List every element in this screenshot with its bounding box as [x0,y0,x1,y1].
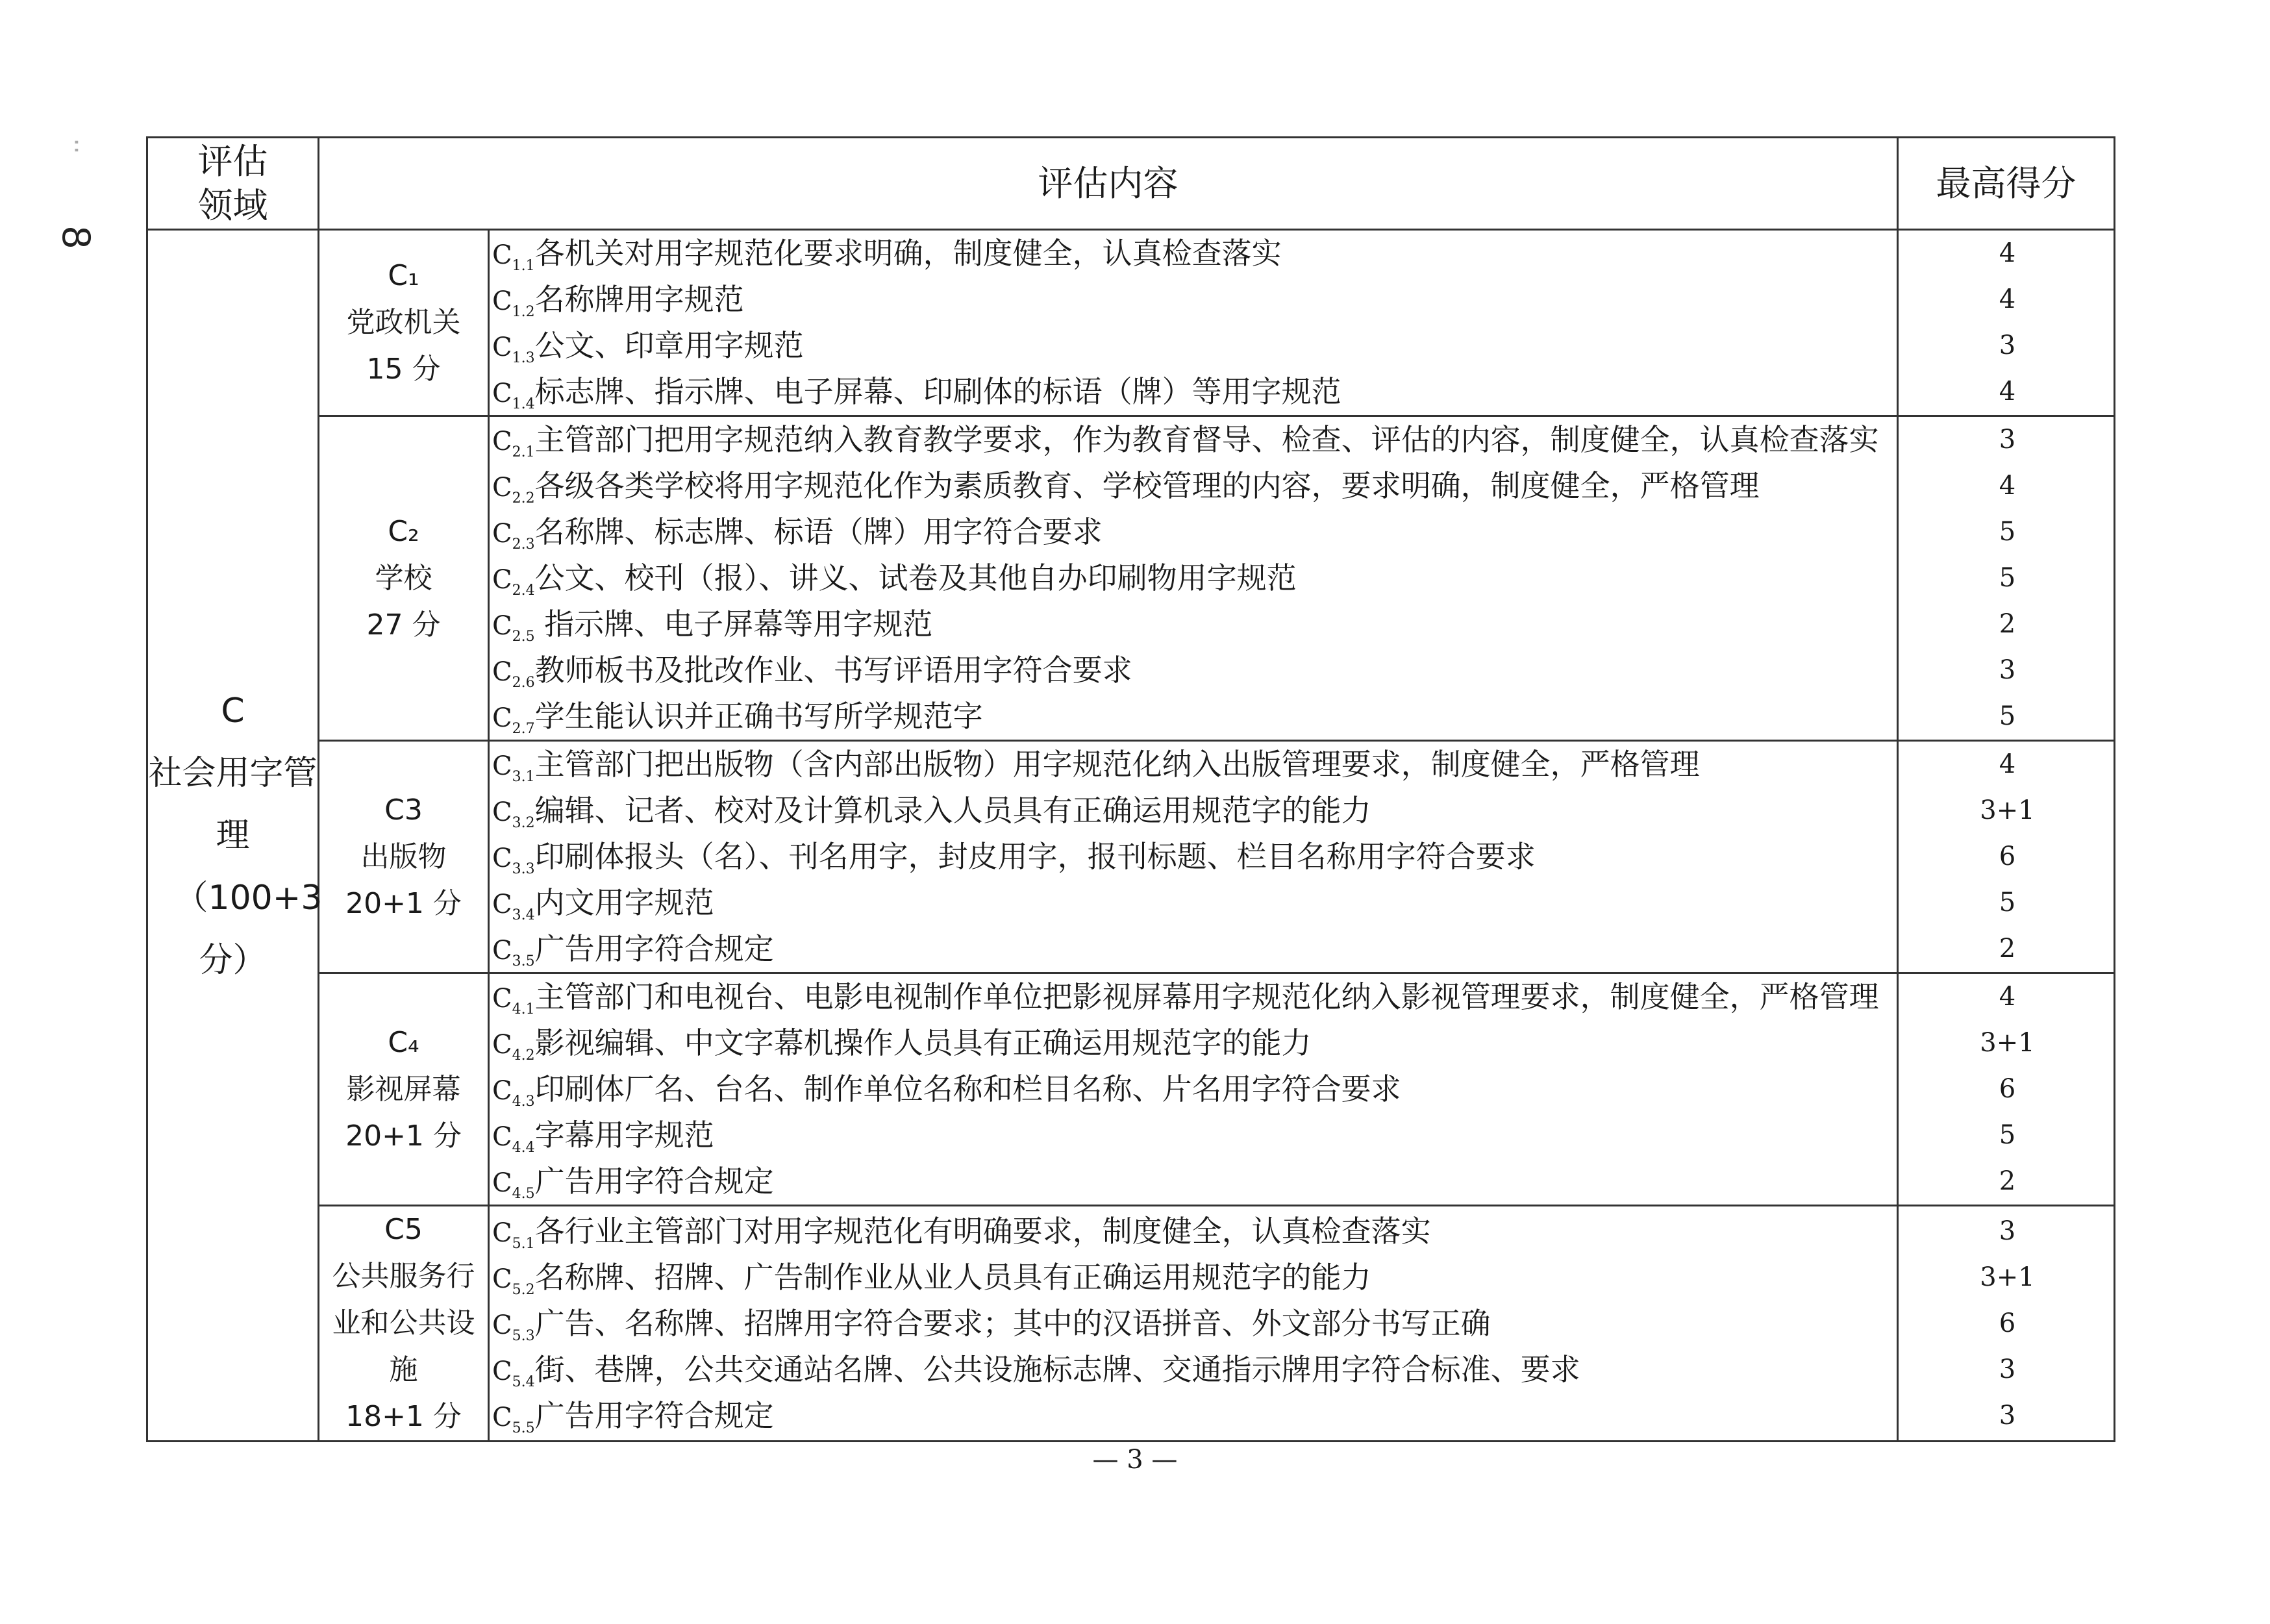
group-points: 18+1 分 [345,1400,462,1433]
evaluation-table [146,136,2115,1442]
item-text: 主管部门和电视台、电影电视制作单位把影视屏幕用字规范化纳入影视管理要求，制度健全，严格管理 [534,979,1879,1014]
group-points: 27 分 [366,608,441,642]
item-code-sub: 1.3 [512,350,535,367]
group-name: 公共服务行业和公共设施 [332,1260,475,1386]
group-code: C₄ [388,1025,419,1059]
item-text: 各行业主管部门对用字规范化有明确要求，制度健全，认真检查落实 [534,1213,1431,1249]
item-code: C [492,797,512,827]
item-text: 广告用字符合规定 [534,1397,774,1433]
item-code-sub: 4.2 [512,1047,535,1064]
item-code-sub: 4.5 [512,1186,535,1203]
item-text: 广告用字符合规定 [534,931,774,966]
item-text: 主管部门把出版物（含内部出版物）用字规范化纳入出版管理要求，制度健全，严格管理 [534,747,1700,782]
item-code: C [492,1076,512,1106]
item-text: 公文、校刊（报）、讲义、试卷及其他自办印刷物用字规范 [534,560,1297,595]
item-row [490,1158,1897,1205]
item-code-sub: 1.1 [512,258,535,275]
item-code: C [492,427,512,456]
item-code: C [492,1030,512,1060]
item-code-sub: 4.4 [512,1140,535,1156]
item-row [490,369,1897,415]
item-code: C [492,240,512,270]
item-row [490,1255,1897,1301]
item-row [490,788,1897,834]
item-score: 6 [1999,1308,2016,1338]
item-text: 影视编辑、中文字幕机操作人员具有正确运用规范字的能力 [534,1025,1312,1060]
group-scores [1898,1206,2115,1442]
group-row [147,973,2115,1206]
item-code: C [492,936,512,966]
item-row [490,601,1897,647]
item-text: 编辑、记者、校对及计算机录入人员具有正确运用规范字的能力 [534,793,1371,828]
group-name: 出版物 [360,840,447,873]
group-items [489,973,1898,1206]
item-score: 4 [1999,471,2016,501]
item-text: 名称牌用字规范 [534,282,744,317]
item-text: 广告用字符合规定 [534,1164,774,1199]
item-code: C [492,1168,512,1198]
item-code: C [492,1264,512,1294]
item-score: 3+1 [1980,795,2035,825]
item-code: C [492,519,512,549]
item-row [490,509,1897,555]
header-domain: 评估领域 [147,138,319,230]
item-text: 学生能认识并正确书写所学规范字 [534,699,983,734]
domain-cell [147,230,323,1442]
item-row [490,231,1897,277]
item-code-sub: 3.5 [512,953,535,970]
item-code-sub: 2.2 [512,490,535,507]
group-items [489,741,1898,973]
item-score: 5 [1999,1120,2016,1150]
item-code: C [492,1402,512,1432]
item-score: 2 [1999,1166,2016,1196]
item-score: 3+1 [1980,1028,2035,1058]
group-points: 20+1 分 [345,1119,462,1153]
group-name: 党政机关 [346,306,461,339]
item-code-sub: 3.3 [512,861,535,878]
group-code: C3 [384,793,423,827]
group-scores [1898,741,2115,973]
group-cell [319,230,489,416]
item-text: 教师板书及批改作业、书写评语用字符合要求 [534,653,1132,688]
item-score: 3 [1999,1354,2016,1384]
item-code: C [492,751,512,781]
item-text: 各机关对用字规范化要求明确，制度健全，认真检查落实 [534,236,1282,271]
item-row [490,463,1897,509]
group-points: 15 分 [366,353,441,386]
group-cell [319,741,489,973]
item-row [490,926,1897,972]
group-scores [1898,230,2115,416]
item-row [490,647,1897,693]
item-score: 6 [1999,842,2016,871]
item-score: 5 [1999,701,2016,731]
item-code: C [492,984,512,1014]
item-code: C [492,703,512,733]
item-text: 名称牌、标志牌、标语（牌）用字符合要求 [534,514,1103,549]
item-code: C [492,1218,512,1248]
group-row [147,1206,2115,1442]
item-code-sub: 2.7 [512,721,535,738]
item-code-sub: 5.2 [512,1281,535,1298]
item-code: C [492,1122,512,1152]
item-text: 各级各类学校将用字规范化作为素质教育、学校管理的内容，要求明确，制度健全，严格管理 [534,468,1760,503]
group-row [147,416,2115,741]
item-code: C [492,611,512,641]
group-cell [319,416,489,741]
group-code: C₁ [388,259,419,292]
item-score: 3 [1999,1216,2016,1246]
item-code: C [492,286,512,316]
item-row [490,1347,1897,1393]
group-code: C₂ [388,514,419,548]
item-code: C [492,843,512,873]
item-score: 3 [1999,1400,2016,1430]
item-score: 4 [1999,377,2016,406]
item-code-sub: 2.1 [512,444,535,461]
item-code-sub: 5.3 [512,1327,535,1344]
item-text: 字幕用字规范 [534,1118,714,1153]
item-score: 3 [1999,655,2016,685]
item-text: 印刷体报头（名）、刊名用字，封皮用字，报刊标题、栏目名称用字符合要求 [534,839,1536,874]
item-row [490,742,1897,788]
item-code-sub: 5.1 [512,1235,535,1252]
item-code-sub: 4.3 [512,1093,535,1110]
item-row [490,277,1897,323]
item-score: 2 [1999,934,2016,964]
item-row [490,693,1897,740]
item-row [490,1112,1897,1158]
header-row [147,138,2115,230]
item-row [490,1066,1897,1112]
item-row [490,1020,1897,1066]
group-scores [1898,973,2115,1206]
item-score: 4 [1999,749,2016,779]
item-code-sub: 2.6 [512,675,535,692]
item-text: 公文、印章用字规范 [534,328,804,363]
item-text: 指示牌、电子屏幕等用字规范 [534,606,933,642]
group-cell [319,1206,489,1442]
group-name: 影视屏幕 [346,1072,461,1106]
item-code: C [492,565,512,595]
item-text: 街、巷牌，公共交通站名牌、公共设施标志牌、交通指示牌用字符合标准、要求 [534,1351,1580,1387]
item-row [490,1208,1897,1255]
item-code: C [492,890,512,919]
group-cell [319,973,489,1206]
page-number: — 3 — [1092,1445,1178,1475]
item-code-sub: 2.3 [512,536,535,553]
item-row [490,555,1897,601]
domain-points: （100+3分） [174,878,323,980]
domain-name: 社会用字管理 [148,753,318,855]
item-row [490,417,1897,463]
item-code: C [492,657,512,687]
item-score: 3 [1999,425,2016,455]
item-score: 5 [1999,563,2016,593]
group-items [489,1206,1898,1442]
item-row [490,834,1897,880]
item-score: 4 [1999,284,2016,314]
item-score: 3+1 [1980,1262,2035,1292]
group-row [147,741,2115,973]
margin-ticks: ∙∙ [62,138,95,155]
item-row [490,323,1897,369]
item-row [490,974,1897,1020]
item-score: 6 [1999,1074,2016,1104]
item-score: 4 [1999,982,2016,1012]
item-score: 3 [1999,331,2016,360]
item-score: 5 [1999,888,2016,918]
item-code: C [492,473,512,503]
item-code-sub: 3.2 [512,815,535,832]
item-text: 内文用字规范 [534,885,714,920]
item-code-sub: 2.5 [512,629,535,645]
item-score: 4 [1999,238,2016,268]
item-code: C [492,332,512,362]
item-code-sub: 5.4 [512,1373,535,1390]
margin-mark: 8 [53,226,99,249]
group-points: 20+1 分 [345,886,462,920]
item-text: 印刷体厂名、台名、制作单位名称和栏目名称、片名用字符合要求 [534,1071,1401,1106]
item-code-sub: 3.1 [512,769,535,786]
item-row [490,1393,1897,1439]
item-code: C [492,1310,512,1340]
group-items [489,416,1898,741]
item-code-sub: 2.4 [512,582,535,599]
item-text: 标志牌、指示牌、电子屏幕、印刷体的标语（牌）等用字规范 [534,374,1341,409]
item-row [490,1301,1897,1347]
header-score: 最高得分 [1898,138,2115,230]
group-scores [1898,416,2115,741]
group-code: C5 [384,1213,423,1246]
item-text: 主管部门把用字规范纳入教育教学要求，作为教育督导、检查、评估的内容，制度健全，认真检查落实 [534,422,1879,457]
item-code-sub: 1.2 [512,304,535,321]
item-text: 名称牌、招牌、广告制作业从业人员具有正确运用规范字的能力 [534,1259,1371,1295]
item-code-sub: 4.1 [512,1001,535,1018]
group-row [147,230,2115,416]
item-code: C [492,1356,512,1386]
item-code-sub: 3.4 [512,907,535,924]
domain-code: C [221,691,245,731]
item-code-sub: 5.5 [512,1419,535,1436]
item-score: 2 [1999,609,2016,639]
item-code-sub: 1.4 [512,396,535,413]
header-content: 评估内容 [319,138,1898,230]
group-items [489,230,1898,416]
group-name: 学校 [375,561,432,595]
item-row [490,880,1897,926]
item-code: C [492,379,512,408]
item-score: 5 [1999,517,2016,547]
item-text: 广告、名称牌、招牌用字符合要求；其中的汉语拼音、外文部分书写正确 [534,1305,1491,1341]
